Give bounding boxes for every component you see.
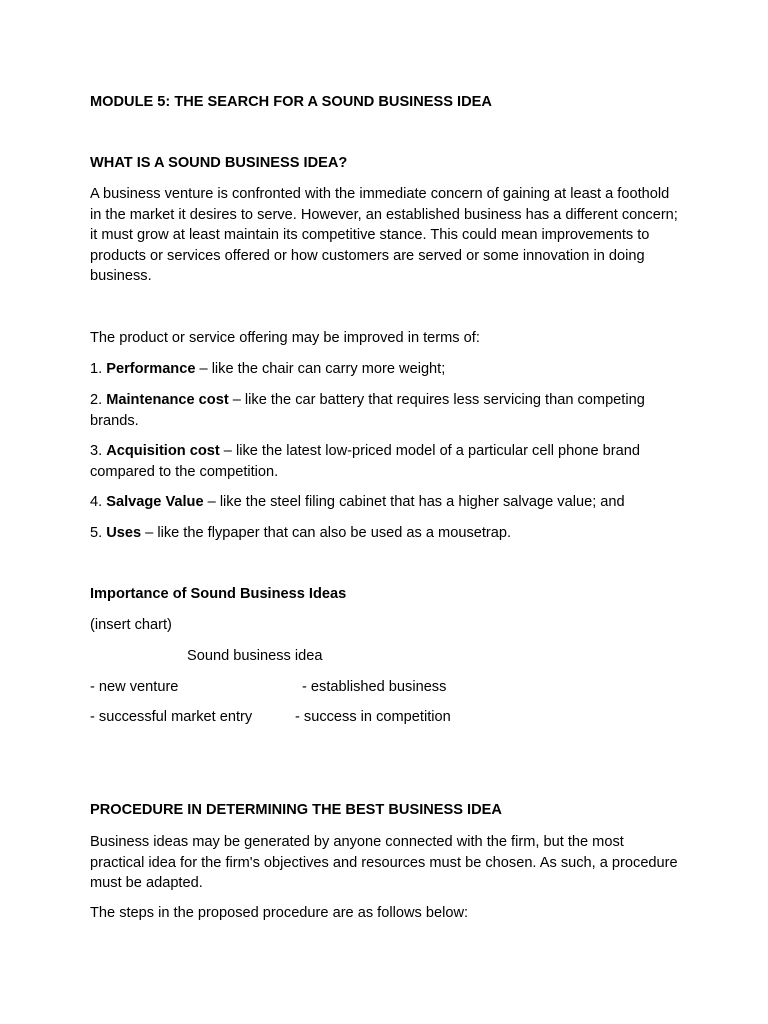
list-item-term: Performance [106,361,196,377]
intro-paragraph: A business venture is confronted with the immediate concern of gaining at least a foothold in the market it desires to serve. However, an established business has a different concern; it must grow at least maintain its competitive stance. This could mean improvements to products or services offered or how customers are served or some innovation in doing business. [90,186,678,285]
established-business-text: - established business [302,679,447,695]
list-item-text: – like the car battery that requires less servicing than competing brands. [90,392,645,429]
list-item-text: – like the chair can carry more weight; [195,361,446,377]
list-item-term: Salvage Value [106,494,204,510]
section-heading-sound-business-idea: WHAT IS A SOUND BUSINESS IDEA? [90,155,348,171]
list-item-term: Uses [106,525,142,541]
list-item-number: 1. [90,361,103,377]
list-item-number: 4. [90,494,103,510]
procedure-paragraph: Business ideas may be generated by anyone connected with the firm, but the most practical idea for the firm's objectives and resources must be chosen. As such, a procedure must be adapted. [90,834,678,892]
list-item-number: 2. [90,392,103,408]
list-item [90,359,680,380]
steps-intro: The steps in the proposed procedure are as follows below: [90,905,469,921]
list-item-term: Maintenance cost [106,392,229,408]
list-item-number: 3. [90,443,103,459]
list-item-text: – like the latest low-priced model of a particular cell phone brand compared to the competition. [90,443,640,480]
list-item-number: 5. [90,525,103,541]
list-intro: The product or service offering may be improved in terms of: [90,330,480,346]
competition-text: - success in competition [295,709,451,725]
list-item [90,492,680,513]
section-heading-importance: Importance of Sound Business Ideas [90,586,347,602]
list-item [90,390,680,431]
list-item-text: – like the flypaper that can also be used as a mousetrap. [141,525,512,541]
list-item [90,441,680,482]
chart-title-text: Sound business idea [187,648,323,664]
list-item-text: – like the steel filing cabinet that has a higher salvage value; and [203,494,625,510]
list-item [90,523,680,544]
insert-chart-note: (insert chart) [90,617,172,633]
list-item-term: Acquisition cost [106,443,220,459]
market-entry-text: - successful market entry [90,709,253,725]
section-heading-procedure: PROCEDURE IN DETERMINING THE BEST BUSINESS IDEA [90,802,502,818]
new-venture-text: - new venture [90,679,179,695]
module-title: MODULE 5: THE SEARCH FOR A SOUND BUSINESS IDEA [90,94,492,110]
